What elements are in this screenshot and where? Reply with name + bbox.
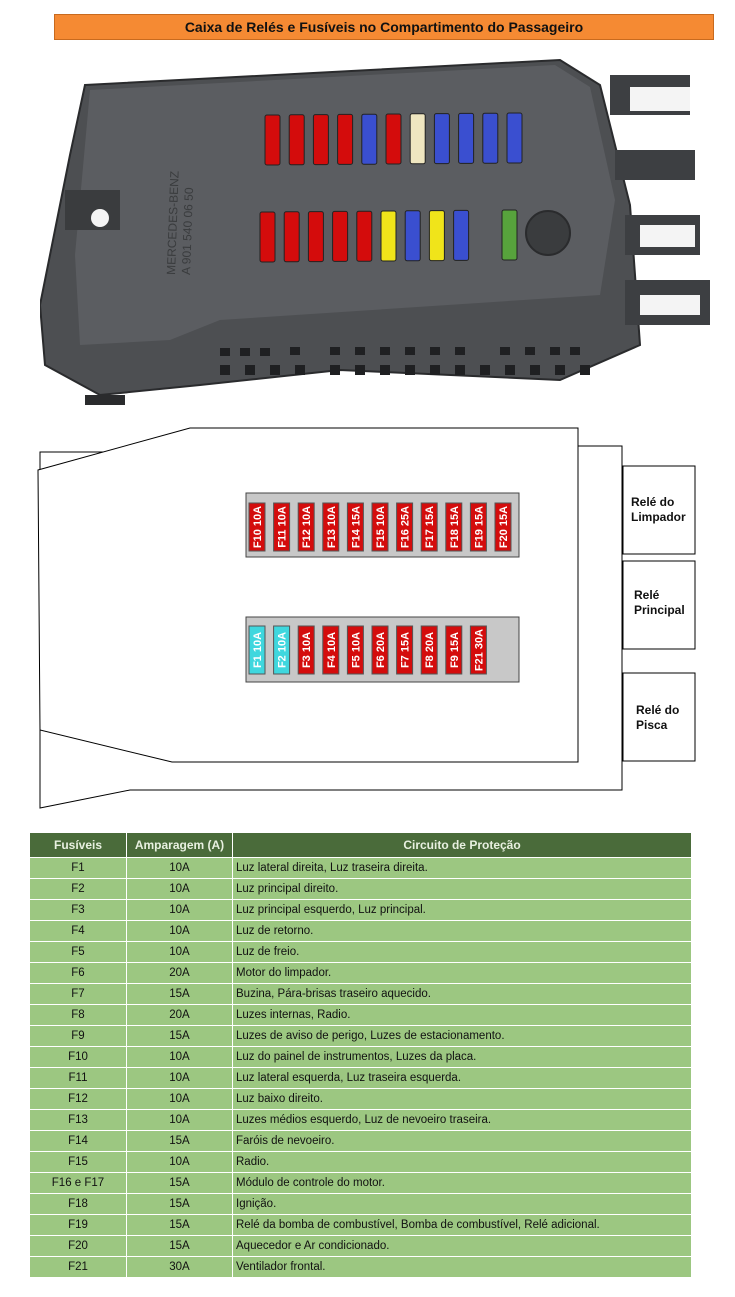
- cell-amperage: 10A: [127, 1068, 233, 1089]
- fuse-label: F8 20A: [424, 631, 437, 669]
- cell-circuit: Luzes médios esquerdo, Luz de nevoeiro traseira.: [233, 1110, 692, 1131]
- cell-amperage: 15A: [127, 1236, 233, 1257]
- photo-fuse: [265, 115, 280, 165]
- cell-circuit: Luzes de aviso de perigo, Luzes de estacionamento.: [233, 1026, 692, 1047]
- diagram-front-panel: [38, 428, 578, 762]
- cell-fuse: F5: [30, 942, 127, 963]
- photo-part-text: A 901 540 06 50: [179, 187, 197, 276]
- cell-amperage: 30A: [127, 1257, 233, 1278]
- fuse-label: F11 10A: [276, 506, 289, 548]
- cell-amperage: 15A: [127, 1215, 233, 1236]
- cell-circuit: Luz lateral esquerda, Luz traseira esquerda.: [233, 1068, 692, 1089]
- table-row: [30, 900, 692, 921]
- table-row: [30, 1131, 692, 1152]
- cell-fuse: F13: [30, 1110, 127, 1131]
- cell-circuit: Luz de retorno.: [233, 921, 692, 942]
- table-row: [30, 1215, 692, 1236]
- table-row: [30, 1257, 692, 1278]
- photo-fuse: [362, 114, 377, 164]
- photo-fuse: [502, 210, 517, 260]
- cell-fuse: F8: [30, 1005, 127, 1026]
- photo-fuse: [313, 115, 328, 165]
- cell-fuse: F14: [30, 1131, 127, 1152]
- fuse-label: F17 15A: [424, 505, 437, 549]
- cell-circuit: Ignição.: [233, 1194, 692, 1215]
- photo-fuse: [308, 212, 323, 262]
- fuse-label: F19 15A: [473, 505, 486, 549]
- cell-amperage: 10A: [127, 900, 233, 921]
- relay-main-line2: Principal: [634, 603, 685, 617]
- photo-brand-text: MERCEDES-BENZ: [164, 170, 182, 276]
- photo-fuse: [289, 115, 304, 165]
- cell-amperage: 15A: [127, 984, 233, 1005]
- table-row: [30, 984, 692, 1005]
- fuse-label: F6 20A: [375, 631, 387, 669]
- header-amperage: Amparagem (A): [127, 833, 233, 858]
- photo-fuse: [357, 211, 372, 261]
- photo-fuse: [429, 211, 444, 261]
- photo-fuse: [483, 113, 498, 163]
- cell-amperage: 15A: [127, 1026, 233, 1047]
- photo-fuse: [284, 212, 299, 262]
- cell-amperage: 20A: [127, 963, 233, 984]
- cell-amperage: 10A: [127, 1152, 233, 1173]
- table-row: [30, 1173, 692, 1194]
- cell-fuse: F12: [30, 1089, 127, 1110]
- cell-amperage: 15A: [127, 1131, 233, 1152]
- cell-amperage: 15A: [127, 1194, 233, 1215]
- cell-fuse: F7: [30, 984, 127, 1005]
- fuse-label: F9 15A: [448, 631, 461, 669]
- photo-fuse: [434, 114, 449, 164]
- fuse-label: F21 30A: [473, 628, 486, 672]
- photo-fuse: [386, 114, 401, 164]
- header-fuses: Fusíveis: [30, 833, 127, 858]
- fuse-label: F20 15A: [498, 505, 510, 549]
- cell-amperage: 10A: [127, 1047, 233, 1068]
- cell-fuse: F2: [30, 879, 127, 900]
- cell-fuse: F6: [30, 963, 127, 984]
- cell-circuit: Ventilador frontal.: [233, 1257, 692, 1278]
- fuse-table: [29, 832, 692, 1278]
- cell-circuit: Buzina, Pára-brisas traseiro aquecido.: [233, 984, 692, 1005]
- cell-fuse: F19: [30, 1215, 127, 1236]
- table-row: [30, 1089, 692, 1110]
- photo-fuse: [381, 211, 396, 261]
- cell-fuse: F4: [30, 921, 127, 942]
- relay-turn-line2: Pisca: [636, 718, 668, 732]
- photo-fuse: [507, 113, 522, 163]
- relay-turn-box: [623, 673, 695, 761]
- fuse-label: F16 25A: [399, 505, 412, 549]
- cell-circuit: Faróis de nevoeiro.: [233, 1131, 692, 1152]
- cell-fuse: F10: [30, 1047, 127, 1068]
- table-row: [30, 942, 692, 963]
- photo-fuse: [454, 210, 469, 260]
- relay-wiper-line1: Relé do: [631, 495, 675, 509]
- table-row: [30, 921, 692, 942]
- table-row: [30, 963, 692, 984]
- fuse-label: F3 10A: [301, 631, 314, 669]
- cell-fuse: F9: [30, 1026, 127, 1047]
- cell-fuse: F20: [30, 1236, 127, 1257]
- fuse-label: F5 10A: [350, 631, 363, 669]
- photo-fuse: [333, 211, 348, 261]
- cell-fuse: F16 e F17: [30, 1173, 127, 1194]
- fuse-label: F12 10A: [301, 505, 314, 549]
- photo-fuse: [260, 212, 275, 262]
- table-row: [30, 1194, 692, 1215]
- photo-top-fuse-row: [265, 113, 522, 165]
- cell-circuit: Módulo de controle do motor.: [233, 1173, 692, 1194]
- cell-fuse: F3: [30, 900, 127, 921]
- table-row: [30, 858, 692, 879]
- cell-amperage: 10A: [127, 921, 233, 942]
- table-row: [30, 1047, 692, 1068]
- cell-amperage: 15A: [127, 1173, 233, 1194]
- cell-circuit: Luz de freio.: [233, 942, 692, 963]
- relay-turn-line1: Relé do: [636, 703, 680, 717]
- cell-amperage: 10A: [127, 879, 233, 900]
- cell-fuse: F1: [30, 858, 127, 879]
- cell-circuit: Relé da bomba de combustível, Bomba de combustível, Relé adicional.: [233, 1215, 692, 1236]
- cell-circuit: Luz principal direito.: [233, 879, 692, 900]
- header-circuit: Circuito de Proteção: [233, 833, 692, 858]
- photo-fuse: [410, 114, 425, 164]
- table-row: [30, 1110, 692, 1131]
- photo-fuse: [405, 211, 420, 261]
- cell-circuit: Luzes internas, Radio.: [233, 1005, 692, 1026]
- cell-circuit: Motor do limpador.: [233, 963, 692, 984]
- fuse-box-photo: [40, 55, 720, 415]
- table-header-row: [30, 833, 692, 858]
- fuse-label: F10 10A: [252, 505, 264, 549]
- table-row: [30, 1005, 692, 1026]
- page-title: Caixa de Relés e Fusíveis no Compartimento do Passageiro: [54, 14, 714, 40]
- table-row: [30, 879, 692, 900]
- fuse-label: F7 15A: [399, 631, 412, 669]
- cell-amperage: 10A: [127, 1089, 233, 1110]
- cell-amperage: 20A: [127, 1005, 233, 1026]
- cell-fuse: F21: [30, 1257, 127, 1278]
- cell-amperage: 10A: [127, 858, 233, 879]
- fuse-label: F13 10A: [325, 505, 338, 549]
- relay-main-line1: Relé: [634, 588, 660, 602]
- cell-amperage: 10A: [127, 942, 233, 963]
- fuse-label: F1 10A: [252, 631, 264, 669]
- photo-fuse: [338, 114, 353, 164]
- fuse-label: F15 10A: [375, 505, 387, 549]
- relay-wiper-line2: Limpador: [631, 510, 686, 524]
- cell-circuit: Luz do painel de instrumentos, Luzes da placa.: [233, 1047, 692, 1068]
- table-row: [30, 1026, 692, 1047]
- cell-circuit: Radio.: [233, 1152, 692, 1173]
- table-row: [30, 1152, 692, 1173]
- cell-circuit: Luz principal esquerdo, Luz principal.: [233, 900, 692, 921]
- table-row: [30, 1236, 692, 1257]
- cell-fuse: F18: [30, 1194, 127, 1215]
- fuse-label: F4 10A: [325, 631, 338, 669]
- photo-fuse: [459, 113, 474, 163]
- table-row: [30, 1068, 692, 1089]
- cell-fuse: F15: [30, 1152, 127, 1173]
- cell-circuit: Luz baixo direito.: [233, 1089, 692, 1110]
- fuse-label: F2 10A: [276, 631, 289, 669]
- cell-circuit: Luz lateral direita, Luz traseira direita.: [233, 858, 692, 879]
- cell-circuit: Aquecedor e Ar condicionado.: [233, 1236, 692, 1257]
- fuse-label: F18 15A: [448, 505, 461, 549]
- fuse-label: F14 15A: [350, 505, 363, 549]
- fuse-box-diagram: [0, 420, 735, 820]
- cell-amperage: 10A: [127, 1110, 233, 1131]
- cell-fuse: F11: [30, 1068, 127, 1089]
